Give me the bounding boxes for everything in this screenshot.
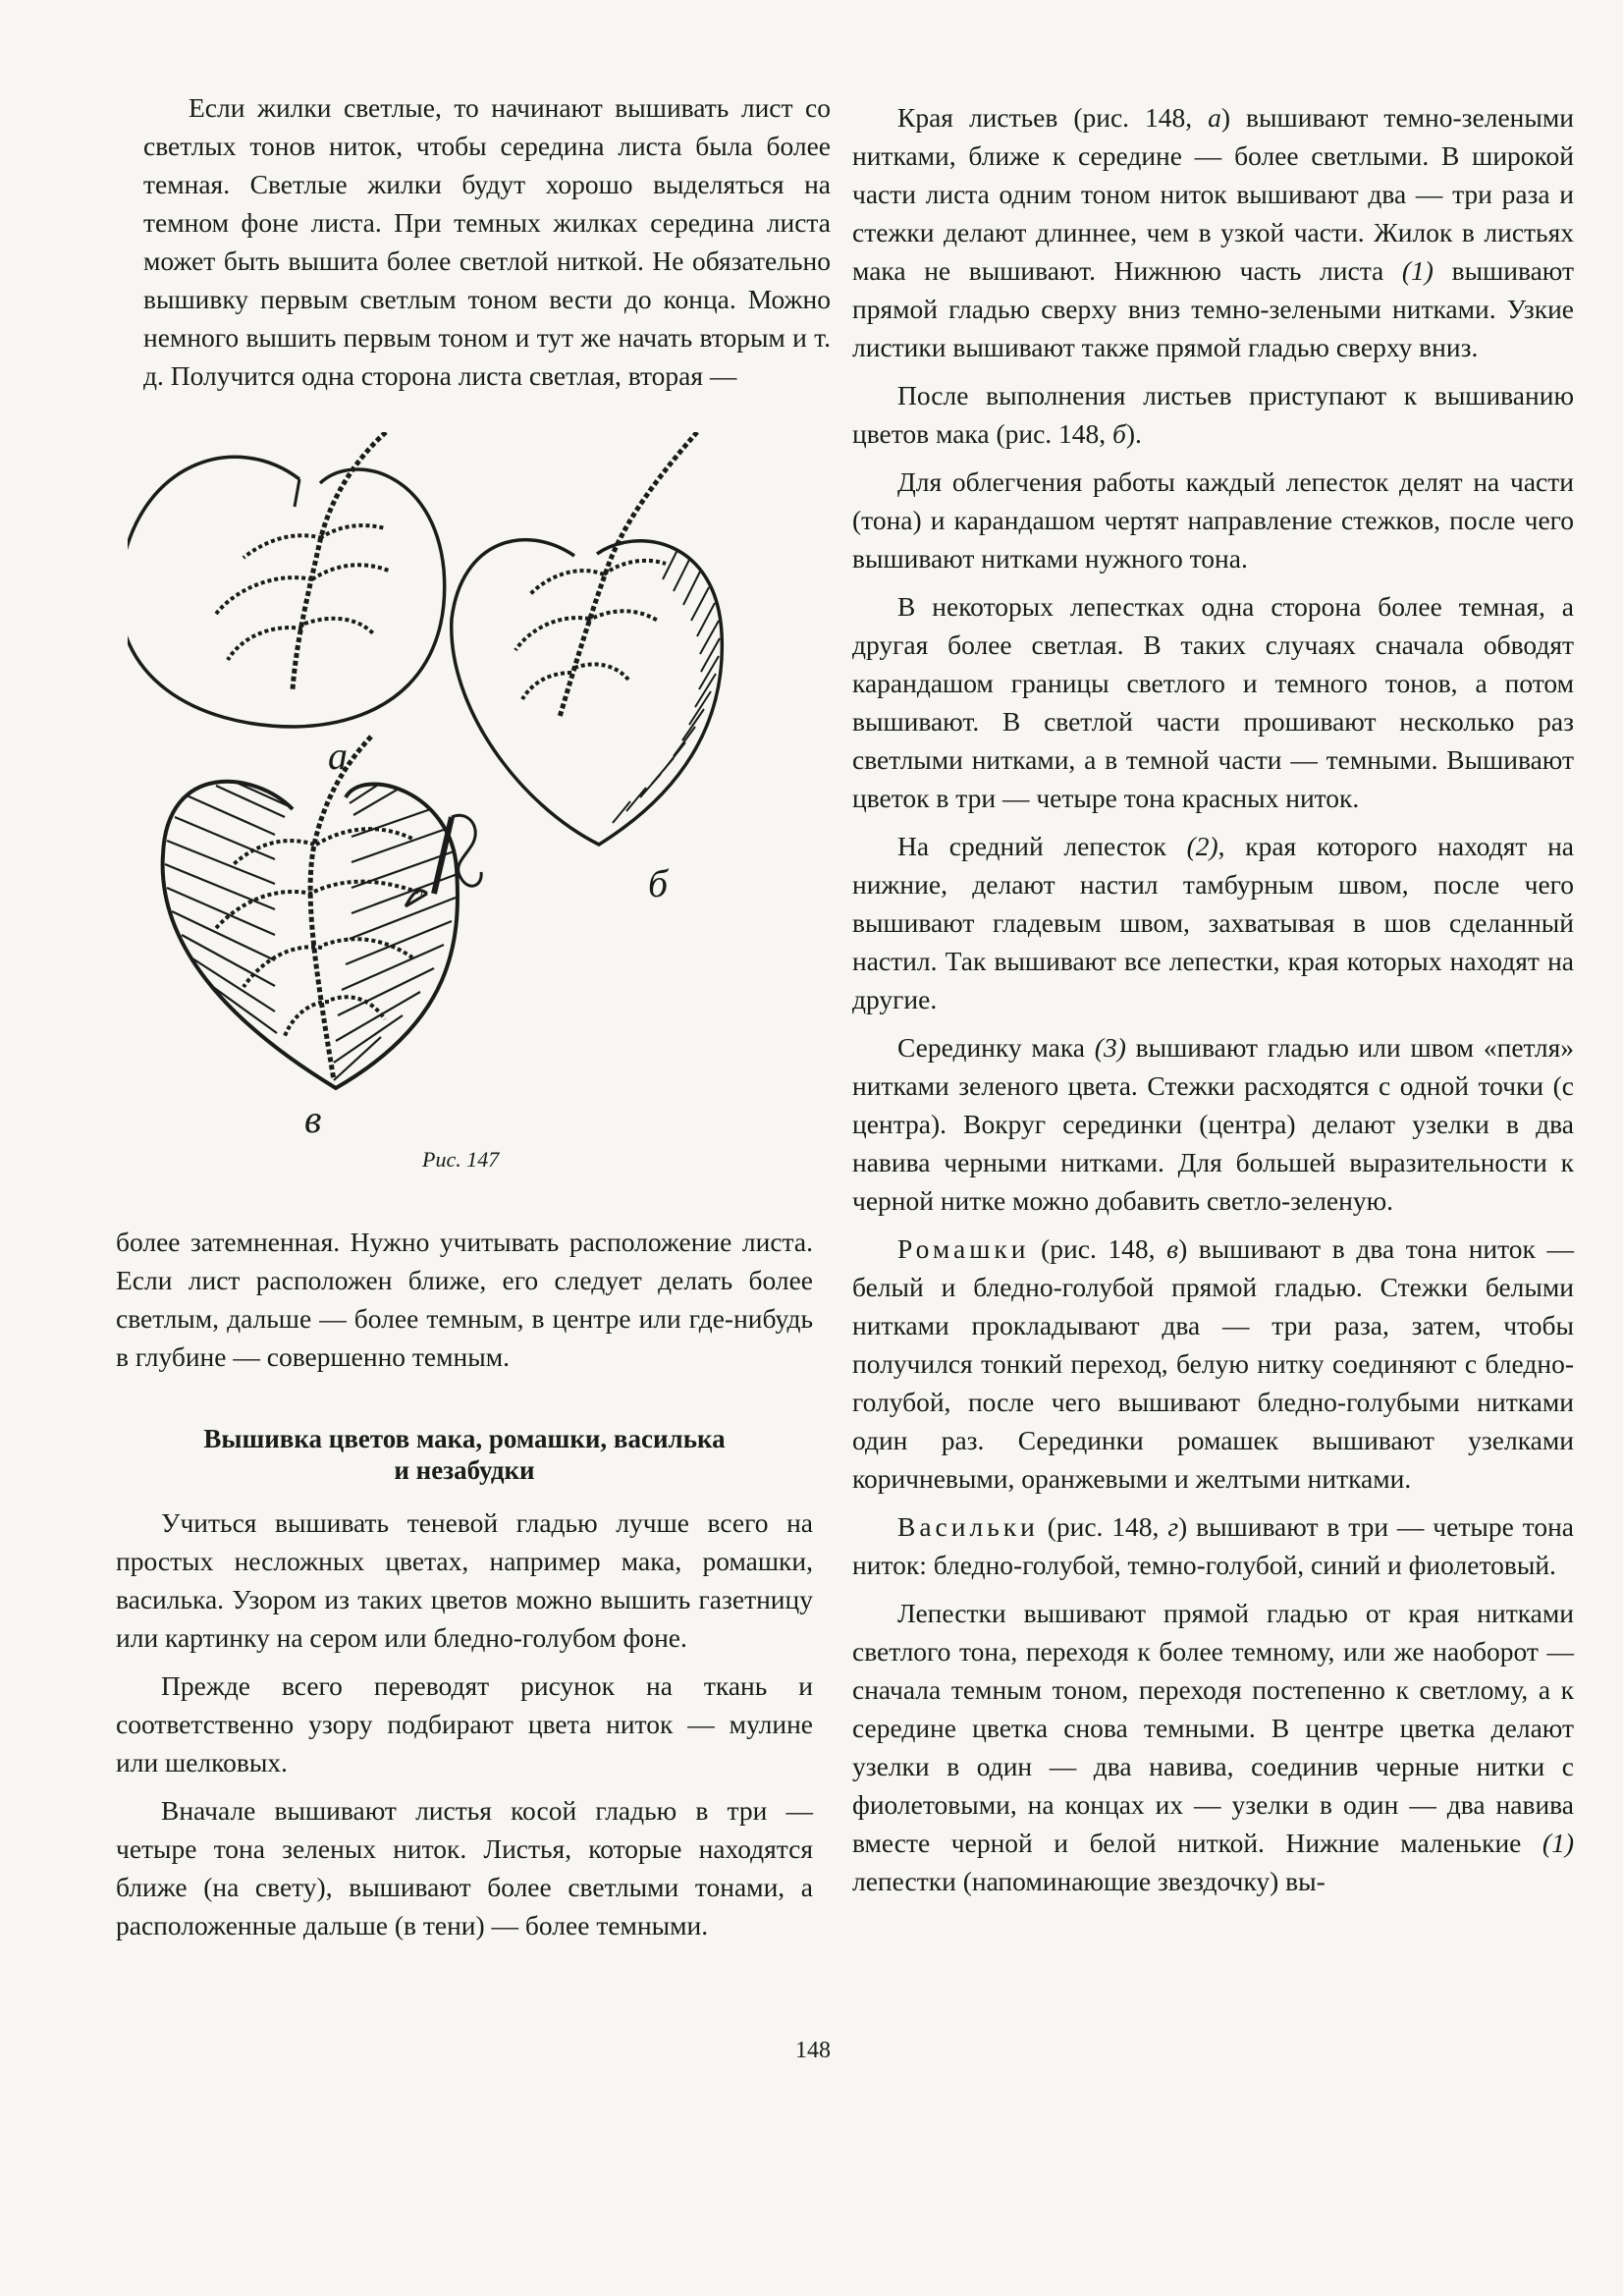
paragraph: Для облегчения работы каждый лепесток делят на части (тона) и карандашом чертят направление стежков, после чего вышивают нитками нужного тона. (852, 466, 1574, 574)
figure-label-b: б (648, 861, 669, 905)
figure-147 (128, 432, 844, 1208)
figure-label-v: в (304, 1097, 322, 1141)
section-heading (116, 1423, 813, 1486)
paragraph: Края листьев (рис. 148, а) вышивают темно-зелеными нитками, ближе к середине — более светлыми. В широкой части листа одним тоном ниток вышивают два — три раза и стежки делают длиннее, чем в узкой части. Жилок в листьях мака не вышивают. Нижнюю часть листа (1) вышивают прямой гладью сверху вниз темно-зелеными нитками. Узкие листики вышивают также прямой гладью сверху вниз. (852, 102, 1574, 362)
paragraph: Если жилки светлые, то начинают вышивать лист со светлых тонов ниток, чтобы середина листа была более темная. Светлые жилки будут хорошо выделяться на темном фоне листа. При темных жилках середина листа может быть вышита более светлой ниткой. Не обязательно вышивку первым светлым тоном вести до конца. Можно немного вышить первым тоном и тут же начать вторым и т. д. Получится одна сторона листа светлая, вторая — (143, 92, 831, 391)
paragraph: более затемненная. Нужно учитывать расположение листа. Если лист расположен ближе, его следует делать более светлым, дальше — более темным, в центре или где-нибудь в глубине — совершенно темным. (116, 1227, 813, 1372)
figure-label-a: а (328, 734, 348, 778)
paragraph: Васильки (рис. 148, г) вышивают в три — четыре тона ниток: бледно-голубой, темно-голубой, синий и фиолетовый. (852, 1511, 1574, 1580)
paragraph: В некоторых лепестках одна сторона более темная, а другая более светлая. В таких случаях сначала обводят карандашом границы светлого и темного тонов, а потом вышивают. В светлой части прошивают несколько раз светлыми нитками, а в темной части — темными. Вышивают цветок в три — четыре тона красных ниток. (852, 591, 1574, 813)
leaf-b (406, 432, 722, 906)
left-column-top (143, 88, 831, 405)
paragraph: Вначале вышивают листья косой гладью в три — четыре тона зеленых ниток. Листья, которые находятся ближе (на свету), вышивают более светлыми тонами, а расположенные дальше (в тени) — более темными. (116, 1795, 813, 1941)
leaf-illustration (128, 432, 844, 1208)
paragraph: Прежде всего переводят рисунок на ткань и соответственно узору подбирают цвета ниток — мулине или шелковых. (116, 1670, 813, 1777)
paragraph: Серединку мака (3) вышивают гладью или швом «петля» нитками зеленого цвета. Стежки расходятся с одной точки (с центра). Вокруг серединки (центра) делают узелки в два навива черными нитками. Для большей выразительности к черной нитке можно добавить светло-зеленую. (852, 1032, 1575, 1216)
leaf-a (128, 432, 445, 727)
paragraph: Ромашки (рис. 148, в) вышивают в два тона ниток — белый и бледно-голубой прямой гладью. Стежки белыми нитками прокладывают два — три раза, затем, чтобы получился тонкий переход, белую нитку соединяют с бледно-голубой, после чего вышивают бледно-голубыми нитками один раз. Серединки ромашек вышивают узелками коричневыми, оранжевыми и желтыми нитками. (852, 1233, 1574, 1494)
paragraph: Лепестки вышивают прямой гладью от края нитками светлого тона, переходя к более темному, или же наоборот — сначала темным тоном, переходя постепенно к светлому, а к середине цветка снова темными. В центре цветка делают узелки в один — два навива, соединив черные нитки с фиолетовыми, на концах их — узелки в один — два навива вместе черной и белой ниткой. Нижние маленькие (1) лепестки (напоминающие звездочку) вы- (852, 1598, 1574, 1896)
paragraph: Учиться вышивать теневой гладью лучше всего на простых несложных цветах, например мака, ромашки, василька. Узором из таких цветов можно вышить газетницу или картинку на сером или бледно-голубом фоне. (116, 1507, 813, 1653)
paragraph: После выполнения листьев приступают к вышиванию цветов мака (рис. 148, б). (852, 380, 1574, 449)
figure-caption: Рис. 147 (422, 1147, 500, 1172)
left-column-bottom (116, 1223, 813, 1954)
right-column (852, 98, 1574, 1910)
page-number: 148 (795, 2038, 831, 2063)
heading-line: Вышивка цветов мака, ромашки, василька (203, 1424, 726, 1453)
paragraph: На средний лепесток (2), края которого находят на нижние, делают настил тамбурным швом, после чего вышивают гладевым швом, захватывая в шов сделанный настил. Так вышивают все лепестки, края которых находят на другие. (852, 831, 1575, 1014)
leaf-v (163, 734, 458, 1088)
heading-line: и незабудки (394, 1455, 535, 1485)
